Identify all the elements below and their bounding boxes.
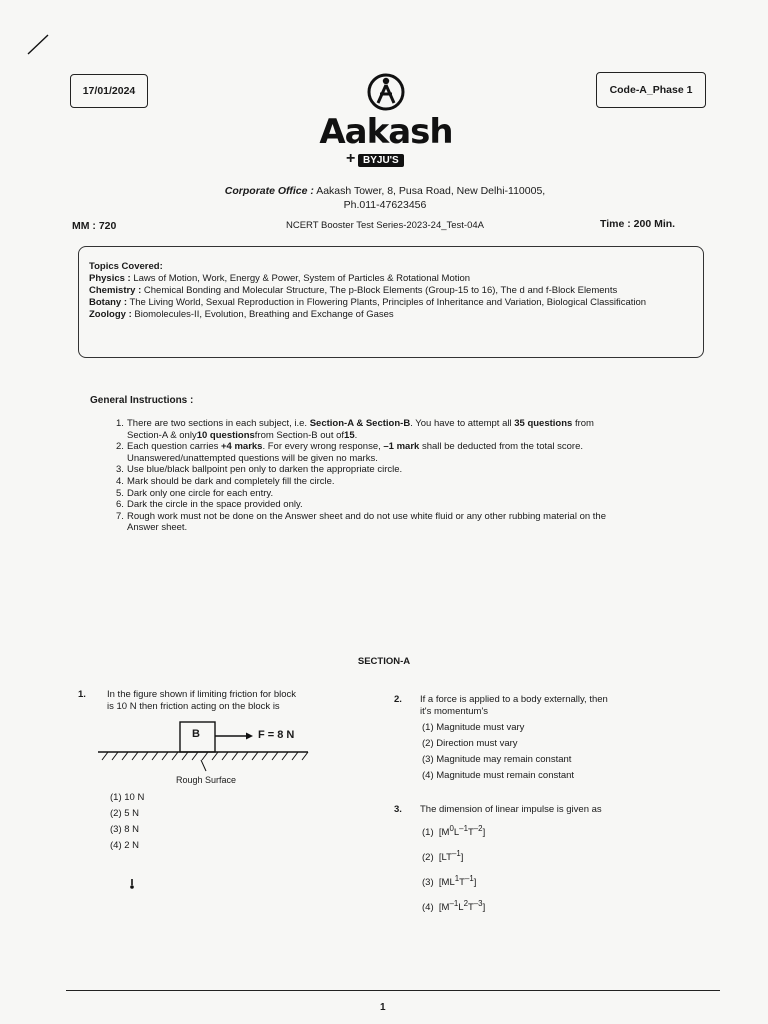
instruction-item bbox=[116, 441, 696, 453]
time-limit: Time : 200 Min. bbox=[600, 218, 676, 230]
instruction-continuation: Answer sheet. bbox=[127, 522, 188, 534]
instruction-text: Each question carries +4 marks. For every wrong response, –1 mark shall be deducted from the total score. bbox=[127, 441, 584, 453]
topic-zoology bbox=[89, 309, 693, 321]
option[interactable]: (4) 2 N bbox=[110, 840, 140, 851]
question-text: The dimension of linear impulse is given as bbox=[420, 804, 602, 815]
code-box bbox=[596, 72, 706, 108]
option[interactable]: (2) Direction must vary bbox=[422, 738, 518, 749]
ground-hatching bbox=[102, 752, 308, 760]
office-address: Aakash Tower, 8, Pusa Road, New Delhi-110005, bbox=[316, 185, 546, 197]
topic-botany bbox=[89, 297, 693, 309]
item-number: 1. bbox=[116, 418, 124, 429]
stray-mark bbox=[128, 878, 136, 890]
section-heading: SECTION-A bbox=[357, 656, 411, 667]
topic-text: Laws of Motion, Work, Energy & Power, System of Particles & Rotational Motion bbox=[130, 273, 471, 284]
instruction-item bbox=[116, 418, 696, 430]
question-text: it's momentum's bbox=[420, 705, 489, 717]
footer-divider bbox=[66, 990, 720, 991]
instruction-continuation: Section-A & only 10 questions from Section-B out of 15 . bbox=[127, 429, 358, 441]
aakash-logo bbox=[316, 70, 456, 180]
surface-label: Rough Surface bbox=[176, 775, 237, 785]
option[interactable]: (1) $[M^0L^{-1}T^{-2}]$ bbox=[422, 824, 486, 839]
question-2 bbox=[394, 694, 684, 717]
instruction-text: Dark the circle in the space provided only. bbox=[127, 499, 303, 511]
office-phone: Ph.011-47623456 bbox=[343, 199, 427, 211]
topic-text: Chemical Bonding and Molecular Structure, The p-Block Elements (Group-15 to 16), The d and f-Block Elements bbox=[141, 285, 618, 296]
item-number: 2. bbox=[116, 441, 124, 453]
instruction-item: 3. Use blue/black ballpoint pen only to darken the appropriate circle. bbox=[116, 464, 403, 476]
instruction-item: 6. Dark the circle in the space provided only. bbox=[116, 499, 303, 511]
instruction-item: 7. Rough work must not be done on the Answer sheet and do not use white fluid or any other rubbing material on the bbox=[116, 510, 606, 522]
question-3-options bbox=[422, 818, 485, 919]
question-text: In the figure shown if limiting friction for block bbox=[107, 689, 297, 700]
question-text: is 10 N then friction acting on the block is bbox=[107, 700, 280, 712]
aakash-emblem-icon bbox=[366, 70, 406, 112]
topics-title: Topics Covered: bbox=[89, 261, 163, 272]
block-label: B bbox=[192, 728, 200, 740]
topic-chemistry bbox=[89, 285, 693, 297]
pen-mark bbox=[26, 32, 52, 56]
instruction-continuation: Unanswered/unattempted questions will be given no marks. bbox=[127, 452, 378, 464]
question-1 bbox=[78, 689, 348, 712]
brand-name: Aakash bbox=[319, 112, 453, 152]
corporate-office bbox=[150, 184, 620, 212]
option[interactable]: (2) 5 N bbox=[110, 808, 140, 819]
option[interactable]: (4) Magnitude must remain constant bbox=[422, 770, 575, 781]
instructions-title: General Instructions : bbox=[90, 395, 194, 406]
topic-physics bbox=[89, 273, 693, 285]
pointer-line bbox=[201, 760, 206, 771]
option[interactable]: (4) $[M^{-1}L^2T^{-3}]$ bbox=[422, 899, 486, 914]
force-label: F = 8 N bbox=[258, 729, 295, 741]
option[interactable]: (2) $[LT^{-1}]$ bbox=[422, 849, 464, 864]
question-3 bbox=[394, 804, 684, 816]
option[interactable]: (3) 8 N bbox=[110, 824, 140, 835]
subject-label: Physics : bbox=[89, 273, 131, 284]
subject-label: Zoology : bbox=[89, 309, 132, 320]
subject-label: Botany : bbox=[89, 297, 127, 308]
instruction-item: 4. Mark should be dark and completely fill the circle. bbox=[116, 475, 335, 487]
question-2-options bbox=[422, 720, 574, 784]
paper-code: Code-A_Phase 1 bbox=[609, 84, 693, 96]
instruction-text: Mark should be dark and completely fill the circle. bbox=[127, 475, 335, 487]
option[interactable]: (3) Magnitude may remain constant bbox=[422, 754, 572, 765]
subject-label: Chemistry : bbox=[89, 285, 142, 296]
question-text: If a force is applied to a body externally, then bbox=[420, 694, 608, 705]
partner-badge: BYJU'S bbox=[358, 154, 404, 167]
instruction-text: Dark only one circle for each entry. bbox=[127, 487, 274, 499]
option[interactable]: (1) 10 N bbox=[110, 792, 145, 803]
page-number: 1 bbox=[380, 1002, 386, 1013]
question-number: 1. bbox=[78, 689, 86, 700]
option[interactable]: (3) $[ML^1T^{-1}]$ bbox=[422, 874, 477, 889]
question-number: 3. bbox=[394, 804, 402, 815]
instructions-list bbox=[116, 418, 696, 534]
instruction-item: 5. Dark only one circle for each entry. bbox=[116, 487, 274, 499]
arrow-head-icon bbox=[246, 733, 253, 740]
topic-text: Biomolecules-II, Evolution, Breathing and Exchange of Gases bbox=[131, 309, 394, 320]
topic-text: The Living World, Sexual Reproduction in Flowering Plants, Principles of Inheritance and Variation, Biological Classification bbox=[127, 297, 647, 308]
plus-icon: + bbox=[346, 150, 356, 167]
question-1-options bbox=[110, 790, 144, 854]
office-label: Corporate Office : bbox=[224, 185, 314, 197]
instruction-text: There are two sections in each subject, i.e. Section-A & Section-B. You have to attempt all 35 questions from bbox=[127, 418, 594, 429]
exam-date: 17/01/2024 bbox=[82, 85, 136, 97]
date-box bbox=[70, 74, 148, 108]
topics-box bbox=[78, 246, 704, 358]
option[interactable]: (1) Magnitude must vary bbox=[422, 722, 525, 733]
instruction-text: Rough work must not be done on the Answer sheet and do not use white fluid or any other rubbing material on the bbox=[127, 510, 606, 522]
test-series: NCERT Booster Test Series-2023-24_Test-04A bbox=[285, 220, 484, 231]
instruction-text: Use blue/black ballpoint pen only to darken the appropriate circle. bbox=[127, 464, 403, 476]
max-marks: MM : 720 bbox=[72, 220, 117, 232]
question-number: 2. bbox=[394, 694, 402, 705]
